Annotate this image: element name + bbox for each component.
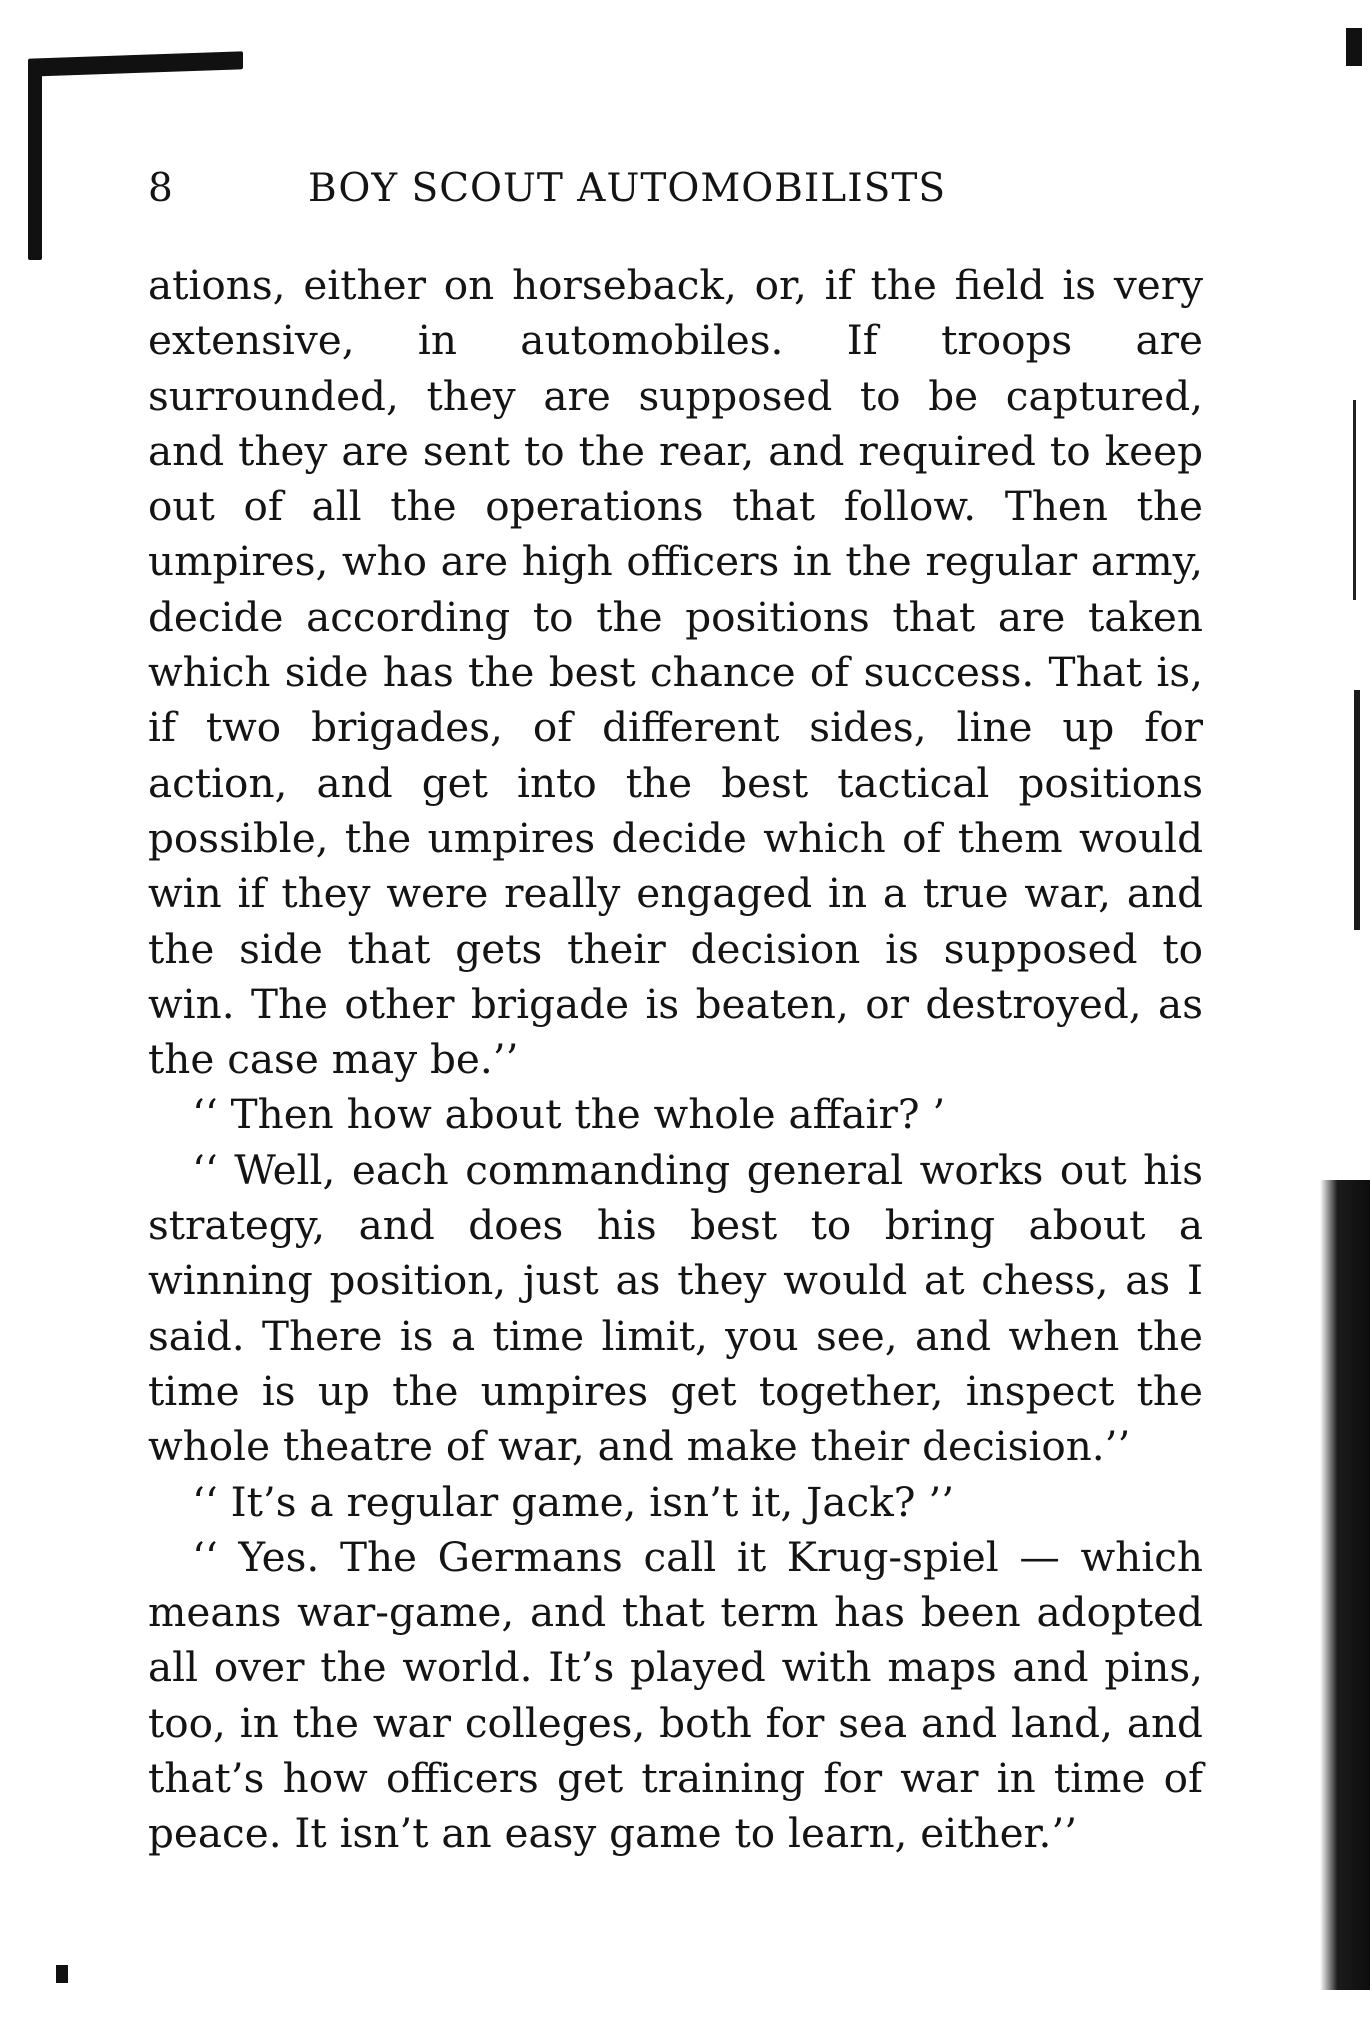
- paragraph: ‘‘ Then how about the whole affair? ’: [192, 1090, 946, 1139]
- scan-artifact-bottom: [56, 1965, 68, 1983]
- page-header: [148, 166, 1208, 222]
- paragraph: ations, either on horseback, or, if the field is very extensive, in automobiles. If troops are surrounded, they are supposed to be captured, and they are sent to the rear, and required to keep out of all the operations that follow. Then the umpires, who are high officers in the regular army, decide according to the positions that are taken which side has the best chance of success. That is, if two brigades, of different sides, line up for action, and get into the best tactical positions possible, the umpires decide which of them would win if they were really engaged in a true war, and the side that gets their decision is supposed to win. The other brigade is beaten, or destroyed, as the case may be.’’: [148, 261, 1203, 1084]
- paragraph: ‘‘ Yes. The Germans call it Krug-spiel — which means war-game, and that term has been adopted all over the world. It’s played with maps and pins, too, in the war colleges, both for sea and land, and that’s how officers get training for war in time of peace. It isn’t an easy game to learn, either.’’: [148, 1532, 1203, 1858]
- scan-artifact-left: [28, 60, 42, 260]
- scan-artifact-right-edge: [1320, 1180, 1370, 1990]
- scan-artifact-top-right: [1346, 28, 1362, 66]
- scan-artifact-right-edge-mid: [1354, 690, 1360, 930]
- paragraph: ‘‘ Well, each commanding general works out his strategy, and does his best to bring about a winning position, just as they would at chess, as I said. There is a time limit, you see, and when the time is up the umpires get together, inspect the whole theatre of war, and make their decision.’’: [148, 1145, 1203, 1471]
- paragraph: ‘‘ It’s a regular game, isn’t it, Jack? ’’: [192, 1477, 955, 1526]
- page-number: 8: [148, 166, 174, 211]
- scan-artifact-top: [28, 51, 243, 77]
- scan-artifact-right-edge-upper: [1353, 400, 1356, 600]
- running-title: BOY SCOUT AUTOMOBILISTS: [308, 166, 947, 211]
- body-text: [148, 258, 1203, 1862]
